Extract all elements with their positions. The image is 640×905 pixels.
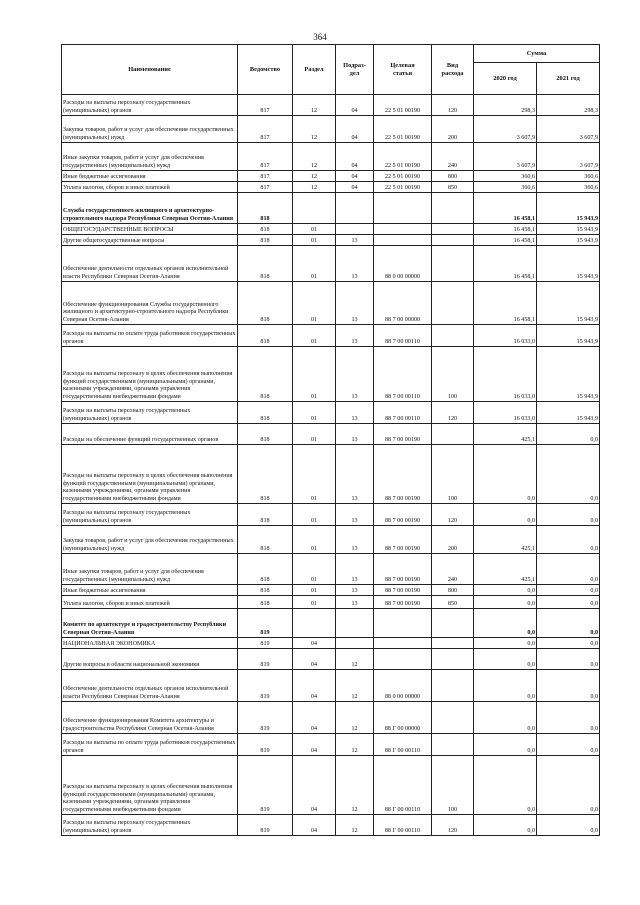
row-target: 88 7 00 00000 <box>374 282 432 325</box>
row-department: 819 <box>238 638 293 649</box>
table-row <box>62 670 600 702</box>
row-name: Расходы на выплаты по оплате труда работников государственных органов <box>62 325 238 347</box>
page-number: 364 <box>313 32 327 42</box>
row-name: Обеспечение функционирования Службы государственного жилищного и архитектурно-строительного надзора Республики Северная Осетия-Алания <box>62 282 238 325</box>
row-name: Расходы на выплаты по оплате труда работников государственных органов <box>62 734 238 756</box>
row-department: 818 <box>238 554 293 585</box>
row-2020: 16 033,0 <box>474 347 537 402</box>
row-department: 819 <box>238 609 293 638</box>
row-target: 88 Г 00 00000 <box>374 702 432 734</box>
row-2021: 0,0 <box>537 596 600 609</box>
row-department: 818 <box>238 246 293 282</box>
row-2020: 360,6 <box>474 171 537 182</box>
row-department: 818 <box>238 193 293 224</box>
row-2021: 0,0 <box>537 756 600 815</box>
row-target: 88 7 00 00190 <box>374 424 432 445</box>
row-2020: 0,0 <box>474 596 537 609</box>
row-target: 22 5 01 00190 <box>374 143 432 171</box>
row-section: 01 <box>293 596 336 609</box>
row-name: Обеспечение деятельности отдельных органов исполнительной власти Республики Северная Осетия-Алания <box>62 246 238 282</box>
row-target: 22 5 01 00190 <box>374 95 432 116</box>
row-expense-type <box>432 649 474 670</box>
row-target: 88 7 00 00190 <box>374 596 432 609</box>
row-subsection: 13 <box>336 246 374 282</box>
row-expense-type: 850 <box>432 596 474 609</box>
row-subsection: 04 <box>336 143 374 171</box>
table-row <box>62 609 600 638</box>
row-name: Уплата налогов, сборов и иных платежей <box>62 182 238 193</box>
row-target: 88 Г 00 00110 <box>374 756 432 815</box>
row-2021: 15 943,9 <box>537 347 600 402</box>
row-expense-type: 240 <box>432 143 474 171</box>
row-name: Другие общегосударственные вопросы <box>62 235 238 246</box>
row-name: Иные бюджетные ассигнования <box>62 171 238 182</box>
row-subsection: 12 <box>336 649 374 670</box>
row-name: Расходы на обеспечение функций государственных органов <box>62 424 238 445</box>
row-expense-type: 850 <box>432 182 474 193</box>
row-2020: 425,1 <box>474 424 537 445</box>
row-name: Служба государственного жилищного и архитектурно-строительного надзора Республики Северная Осетия-Алания <box>62 193 238 224</box>
row-department: 817 <box>238 171 293 182</box>
row-subsection: 04 <box>336 182 374 193</box>
row-target <box>374 609 432 638</box>
row-2021: 3 607,9 <box>537 116 600 143</box>
row-department: 819 <box>238 815 293 836</box>
table-body <box>62 95 600 836</box>
row-2021: 360,6 <box>537 182 600 193</box>
row-target: 88 Г 00 00110 <box>374 734 432 756</box>
table-row <box>62 402 600 424</box>
table-row <box>62 585 600 596</box>
row-2021: 15 943,9 <box>537 224 600 235</box>
row-subsection: 12 <box>336 702 374 734</box>
row-section <box>293 193 336 224</box>
table-row <box>62 756 600 815</box>
row-section: 01 <box>293 445 336 504</box>
row-section: 01 <box>293 402 336 424</box>
row-2021: 0,0 <box>537 609 600 638</box>
row-2021: 0,0 <box>537 638 600 649</box>
row-target: 88 0 00 00000 <box>374 246 432 282</box>
row-target: 88 7 00 00190 <box>374 585 432 596</box>
row-name: Расходы на выплаты персоналу государственных (муниципальных) органов <box>62 95 238 116</box>
row-expense-type <box>432 282 474 325</box>
row-2020: 0,0 <box>474 445 537 504</box>
row-expense-type <box>432 638 474 649</box>
row-2021: 0,0 <box>537 554 600 585</box>
row-section: 04 <box>293 670 336 702</box>
row-name: Обеспечение деятельности отдельных органов исполнительной власти Республики Северная Осетия-Алания <box>62 670 238 702</box>
row-department: 817 <box>238 95 293 116</box>
row-2021: 15 943,9 <box>537 246 600 282</box>
row-subsection: 13 <box>336 504 374 526</box>
row-section: 01 <box>293 424 336 445</box>
row-2021: 0,0 <box>537 734 600 756</box>
row-department: 819 <box>238 649 293 670</box>
row-section: 12 <box>293 143 336 171</box>
row-subsection: 04 <box>336 116 374 143</box>
row-section: 12 <box>293 116 336 143</box>
row-expense-type <box>432 246 474 282</box>
row-department: 819 <box>238 756 293 815</box>
row-name: Расходы на выплаты персоналу государственных (муниципальных) органов <box>62 504 238 526</box>
row-subsection: 13 <box>336 526 374 554</box>
row-subsection: 12 <box>336 815 374 836</box>
row-expense-type: 100 <box>432 445 474 504</box>
row-2020: 0,0 <box>474 504 537 526</box>
row-section <box>293 609 336 638</box>
table-row <box>62 504 600 526</box>
row-subsection <box>336 638 374 649</box>
table-row <box>62 554 600 585</box>
row-expense-type <box>432 325 474 347</box>
table-row <box>62 445 600 504</box>
row-name: Расходы на выплаты персоналу в целях обеспечения выполнения функций государственными (муниципальными) органами, казенными учреждениями, органами управления государственными внебюджетными фондами <box>62 445 238 504</box>
header-amount: Сумма <box>474 45 600 63</box>
row-name: Закупка товаров, работ и услуг для обеспечения государственных (муниципальных) нужд <box>62 526 238 554</box>
row-target: 22 5 01 00190 <box>374 182 432 193</box>
row-section: 04 <box>293 815 336 836</box>
row-2020: 425,1 <box>474 526 537 554</box>
row-2021: 15 943,9 <box>537 402 600 424</box>
header-name: Наименование <box>62 45 238 95</box>
row-2021: 0,0 <box>537 702 600 734</box>
row-subsection: 13 <box>336 347 374 402</box>
row-2020: 16 033,0 <box>474 325 537 347</box>
row-2021: 0,0 <box>537 504 600 526</box>
row-target: 88 7 00 00110 <box>374 325 432 347</box>
table-row <box>62 282 600 325</box>
row-section: 12 <box>293 182 336 193</box>
row-department: 819 <box>238 734 293 756</box>
row-2021: 0,0 <box>537 585 600 596</box>
row-section: 01 <box>293 325 336 347</box>
row-subsection <box>336 224 374 235</box>
row-2021: 0,0 <box>537 424 600 445</box>
row-expense-type: 240 <box>432 554 474 585</box>
row-2021: 0,0 <box>537 649 600 670</box>
header-department: Ведомство <box>238 45 293 95</box>
row-2021: 0,0 <box>537 670 600 702</box>
row-expense-type: 100 <box>432 347 474 402</box>
row-name: Уплата налогов, сборов и иных платежей <box>62 596 238 609</box>
row-expense-type: 200 <box>432 116 474 143</box>
row-subsection: 12 <box>336 756 374 815</box>
row-target <box>374 638 432 649</box>
header-subsection: Подраз- дел <box>336 45 374 95</box>
row-target: 22 5 01 00190 <box>374 116 432 143</box>
row-2020: 16 458,1 <box>474 193 537 224</box>
row-department: 818 <box>238 445 293 504</box>
row-department: 817 <box>238 116 293 143</box>
row-department: 818 <box>238 504 293 526</box>
table-row <box>62 235 600 246</box>
row-expense-type <box>432 424 474 445</box>
row-expense-type: 100 <box>432 756 474 815</box>
row-name: НАЦИОНАЛЬНАЯ ЭКОНОМИКА <box>62 638 238 649</box>
table-row <box>62 143 600 171</box>
row-subsection <box>336 609 374 638</box>
row-target: 88 Г 00 00110 <box>374 815 432 836</box>
row-expense-type: 120 <box>432 504 474 526</box>
row-subsection: 13 <box>336 445 374 504</box>
row-name: Расходы на выплаты персоналу государственных (муниципальных) органов <box>62 815 238 836</box>
row-department: 817 <box>238 143 293 171</box>
row-section: 04 <box>293 756 336 815</box>
row-name: Комитет по архитектуре и градостроительству Республики Северная Осетия-Алания <box>62 609 238 638</box>
row-target: 22 5 01 00190 <box>374 171 432 182</box>
row-2021: 0,0 <box>537 526 600 554</box>
row-section: 01 <box>293 246 336 282</box>
row-section: 12 <box>293 171 336 182</box>
row-section: 01 <box>293 526 336 554</box>
row-2021: 15 943,9 <box>537 282 600 325</box>
row-expense-type <box>432 235 474 246</box>
row-2020: 16 458,1 <box>474 246 537 282</box>
row-target: 88 0 00 00000 <box>374 670 432 702</box>
table-row <box>62 193 600 224</box>
row-expense-type <box>432 224 474 235</box>
row-2020: 425,1 <box>474 554 537 585</box>
row-expense-type <box>432 734 474 756</box>
row-2020: 0,0 <box>474 702 537 734</box>
header-section: Раздел <box>293 45 336 95</box>
row-section: 01 <box>293 235 336 246</box>
row-department: 818 <box>238 402 293 424</box>
row-subsection: 13 <box>336 402 374 424</box>
table-row <box>62 526 600 554</box>
row-2021: 298,3 <box>537 95 600 116</box>
row-section: 04 <box>293 649 336 670</box>
row-name: Иные закупки товаров, работ и услуг для обеспечения государственных (муниципальных) нужд <box>62 554 238 585</box>
table-row <box>62 638 600 649</box>
row-name: Другие вопросы в области национальной экономики <box>62 649 238 670</box>
row-2021: 15 943,9 <box>537 193 600 224</box>
table-row <box>62 171 600 182</box>
row-section: 01 <box>293 347 336 402</box>
row-2021: 0,0 <box>537 445 600 504</box>
row-department: 817 <box>238 182 293 193</box>
row-target <box>374 235 432 246</box>
table-row <box>62 182 600 193</box>
header-2020: 2020 год <box>474 63 537 95</box>
table-row <box>62 347 600 402</box>
row-target: 88 7 00 00110 <box>374 402 432 424</box>
row-2021: 360,6 <box>537 171 600 182</box>
row-subsection: 04 <box>336 95 374 116</box>
row-subsection: 13 <box>336 554 374 585</box>
row-2020: 16 458,1 <box>474 224 537 235</box>
row-target <box>374 649 432 670</box>
row-department: 819 <box>238 670 293 702</box>
row-section: 12 <box>293 95 336 116</box>
budget-table <box>61 44 600 836</box>
row-department: 818 <box>238 325 293 347</box>
row-name: Закупка товаров, работ и услуг для обеспечения государственных (муниципальных) нужд <box>62 116 238 143</box>
row-subsection: 13 <box>336 325 374 347</box>
row-expense-type: 120 <box>432 402 474 424</box>
row-section: 04 <box>293 702 336 734</box>
row-department: 818 <box>238 235 293 246</box>
row-expense-type: 200 <box>432 526 474 554</box>
row-name: ОБЩЕГОСУДАРСТВЕННЫЕ ВОПРОСЫ <box>62 224 238 235</box>
row-2020: 0,0 <box>474 609 537 638</box>
row-section: 04 <box>293 734 336 756</box>
row-2020: 298,3 <box>474 95 537 116</box>
row-name: Обеспечение функционирования Комитета архитектуры и градостроительства Республики Северная Осетия-Алания <box>62 702 238 734</box>
row-section: 01 <box>293 585 336 596</box>
row-target: 88 7 00 00190 <box>374 526 432 554</box>
header-target: Целевая статья <box>374 45 432 95</box>
row-target <box>374 224 432 235</box>
row-2021: 15 943,9 <box>537 235 600 246</box>
header-expense-type: Вид расхода <box>432 45 474 95</box>
row-subsection <box>336 193 374 224</box>
row-department: 818 <box>238 596 293 609</box>
row-section: 01 <box>293 504 336 526</box>
row-target: 88 7 00 00190 <box>374 504 432 526</box>
row-section: 04 <box>293 638 336 649</box>
row-name: Расходы на выплаты персоналу в целях обеспечения выполнения функций государственными (муниципальными) органами, казенными учреждениями, органами управления государственными внебюджетными фондами <box>62 347 238 402</box>
row-name: Расходы на выплаты персоналу в целях обеспечения выполнения функций государственными (муниципальными) органами, казенными учреждениями, органами управления государственными внебюджетными фондами <box>62 756 238 815</box>
table-row <box>62 95 600 116</box>
row-2020: 16 458,1 <box>474 282 537 325</box>
row-2020: 0,0 <box>474 670 537 702</box>
table-row <box>62 596 600 609</box>
table-row <box>62 116 600 143</box>
row-2020: 3 607,9 <box>474 143 537 171</box>
row-subsection: 13 <box>336 596 374 609</box>
row-2020: 0,0 <box>474 756 537 815</box>
row-2020: 0,0 <box>474 585 537 596</box>
row-expense-type: 800 <box>432 585 474 596</box>
row-2020: 360,6 <box>474 182 537 193</box>
table-row <box>62 224 600 235</box>
row-department: 819 <box>238 702 293 734</box>
row-department: 818 <box>238 224 293 235</box>
row-name: Расходы на выплаты персоналу государственных (муниципальных) органов <box>62 402 238 424</box>
table-row <box>62 702 600 734</box>
row-target: 88 7 00 00190 <box>374 554 432 585</box>
row-2020: 0,0 <box>474 734 537 756</box>
row-2020: 0,0 <box>474 815 537 836</box>
row-section: 01 <box>293 224 336 235</box>
row-2021: 3 607,9 <box>537 143 600 171</box>
row-target <box>374 193 432 224</box>
row-subsection: 13 <box>336 424 374 445</box>
row-department: 818 <box>238 282 293 325</box>
row-department: 818 <box>238 424 293 445</box>
row-expense-type <box>432 702 474 734</box>
row-expense-type: 120 <box>432 815 474 836</box>
row-section: 01 <box>293 282 336 325</box>
row-subsection: 13 <box>336 235 374 246</box>
row-subsection: 13 <box>336 282 374 325</box>
row-name: Иные закупки товаров, работ и услуг для обеспечения государственных (муниципальных) нужд <box>62 143 238 171</box>
row-2021: 15 943,9 <box>537 325 600 347</box>
row-2020: 3 607,9 <box>474 116 537 143</box>
row-section: 01 <box>293 554 336 585</box>
row-subsection: 12 <box>336 670 374 702</box>
row-subsection: 04 <box>336 171 374 182</box>
table-row <box>62 246 600 282</box>
row-department: 818 <box>238 347 293 402</box>
row-2021: 0,0 <box>537 815 600 836</box>
row-expense-type <box>432 609 474 638</box>
row-department: 818 <box>238 585 293 596</box>
row-2020: 0,0 <box>474 649 537 670</box>
table-row <box>62 424 600 445</box>
row-2020: 0,0 <box>474 638 537 649</box>
table-row <box>62 815 600 836</box>
table-row <box>62 649 600 670</box>
row-target: 88 7 00 00190 <box>374 445 432 504</box>
row-target: 88 7 00 00110 <box>374 347 432 402</box>
row-subsection: 13 <box>336 585 374 596</box>
row-name: Иные бюджетные ассигнования <box>62 585 238 596</box>
row-expense-type: 120 <box>432 95 474 116</box>
table-row <box>62 325 600 347</box>
row-department: 818 <box>238 526 293 554</box>
table-row <box>62 734 600 756</box>
row-2020: 16 458,1 <box>474 235 537 246</box>
row-expense-type <box>432 193 474 224</box>
row-2020: 16 033,0 <box>474 402 537 424</box>
row-subsection: 12 <box>336 734 374 756</box>
row-expense-type: 800 <box>432 171 474 182</box>
header-2021: 2021 год <box>537 63 600 95</box>
row-expense-type <box>432 670 474 702</box>
